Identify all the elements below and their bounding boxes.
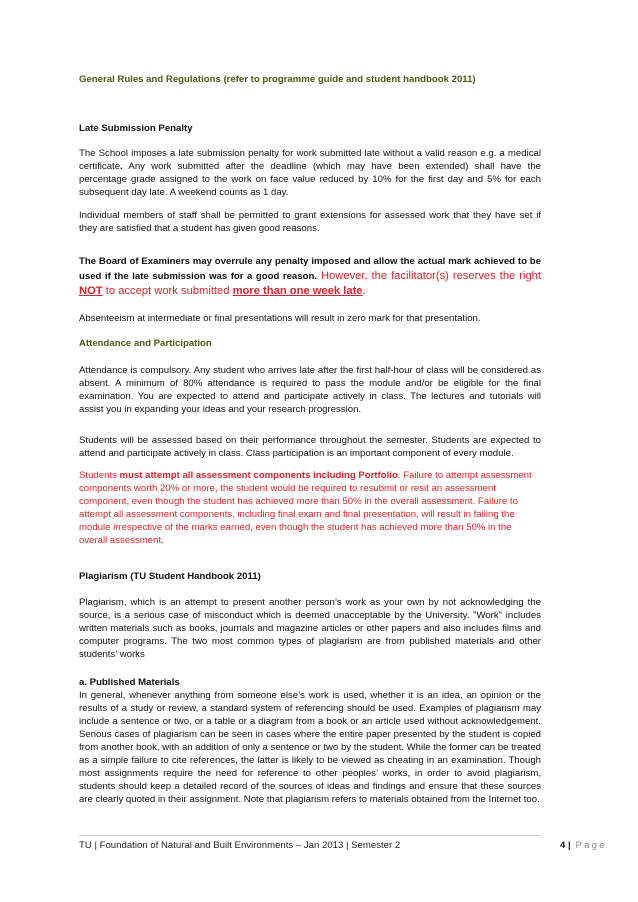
footer-divider [79, 835, 541, 836]
attendance-heading: Attendance and Participation [79, 338, 212, 349]
late-submission-paragraph-1: The School imposes a late submission penalty for work submitted late without a valid reason e.g. a medical certificate. Any work submitted after the deadline (which may have been extended) shall have the percentage grade assigned to the work on face value reduced by 10% for the first day and 5% for each subsequent day late. A weekend counts as 1 day. [79, 148, 541, 198]
footer-course-info: TU | Foundation of Natural and Built Environments – Jan 2013 | Semester 2 [79, 840, 401, 851]
published-materials-heading: a. Published Materials [79, 677, 180, 688]
plagiarism-paragraph-1: Plagiarism, which is an attempt to present another person’s work as your own by not acknowledging the source, is a serious case of misconduct which is deemed unacceptable by the University. "Work" includes written materials such as books, journals and magazine articles or other papers and also includes films and computer programs. The two most common types of plagiarism are from published materials and other students’ works [79, 597, 541, 660]
general-rules-heading: General Rules and Regulations (refer to programme guide and student handbook 2011) [79, 74, 476, 85]
plagiarism-heading: Plagiarism (TU Student Handbook 2011) [79, 571, 261, 582]
late-submission-heading: Late Submission Penalty [79, 123, 193, 134]
footer-page-number: 4 | Page [560, 840, 607, 851]
not-emphasis: NOT [79, 285, 103, 297]
board-of-examiners-paragraph: The Board of Examiners may overrule any penalty imposed and allow the actual mark achieved to be used if the late submission was for a good reason. However, the facilitator(s) reserves the right NOT to accept work submitted more than one week late. [79, 256, 541, 297]
attendance-paragraph-1: Attendance is compulsory. Any student who arrives late after the first half-hour of class will be considered as absent. A minimum of 80% attendance is required to pass the module and/or be eligible for the final examination. You are expected to attend and participate actively in class. The lectures and tutorials will assist you in expanding your ideas and your research progression. [79, 365, 541, 415]
late-submission-paragraph-2: Individual members of staff shall be permitted to grant extensions for assessed work that they have set if they are satisfied that a student has given good reasons. [79, 210, 541, 234]
assessment-components-paragraph: Students must attempt all assessment components including Portfolio. Failure to attempt assessment components worth 20% or more, the student would be required to resubmit or resit an assessment component, even though the student has achieved more than 50% in the overall assessment. Failure to attempt all assessment components, including final exam and final presentation, will result in failing the module irrespective of the marks earned, even though the student has achieved more than 50% in the overall assessment. [79, 470, 532, 546]
absenteeism-paragraph: Absenteeism at intermediate or final presentations will result in zero mark for that presentation. [79, 313, 481, 324]
attendance-paragraph-2: Students will be assessed based on their performance throughout the semester. Students are expected to attend and participate actively in class. Class participation is an important component of every module. [79, 435, 541, 459]
published-materials-paragraph: In general, whenever anything from someone else’s work is used, whether it is an idea, an opinion or the results of a study or review, a standard system of referencing should be used. Examples of plagiarism may include a sentence or two, or a table or a diagram from a book or an article used without acknowledgement. Serious cases of plagiarism can be seen in cases where the entire paper presented by the student is copied from another book, with an addition of only a sentence or two by the student. While the former can be treated as a simple failure to cite references, the latter is likely to be viewed as cheating in an examination. Though most assignments require the need for reference to other peoples’ works, in order to avoid plagiarism, students should keep a detailed record of the sources of ideas and findings and ensure that these sources are clearly quoted in their assignment. Note that plagiarism refers to materials obtained from the Internet too. [79, 690, 541, 805]
one-week-emphasis: more than one week late [232, 285, 363, 297]
